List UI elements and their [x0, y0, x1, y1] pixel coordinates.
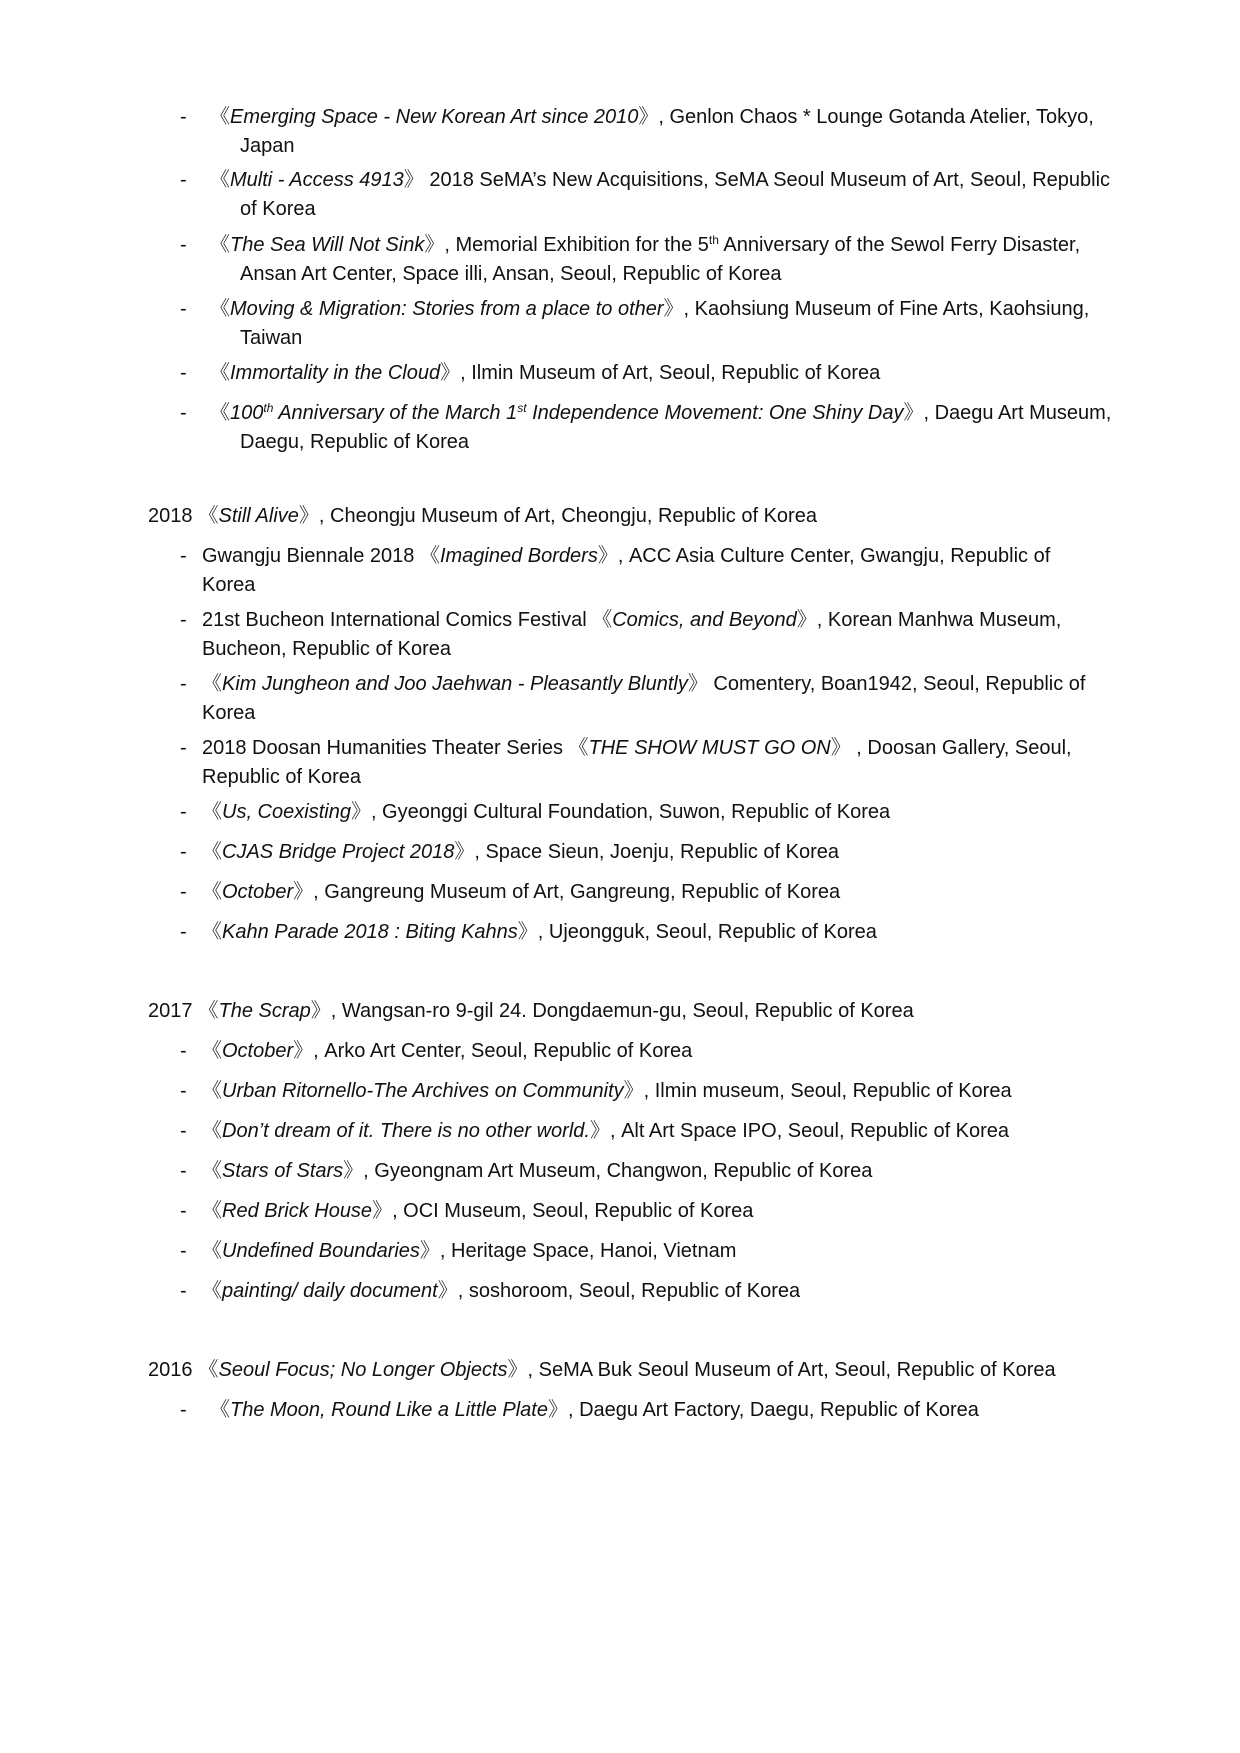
exhibition-title: Emerging Space - New Korean Art since 2010 — [230, 106, 639, 128]
open-quote: 《 — [198, 505, 219, 527]
exhibition-details: 2018 SeMA’s New Acquisitions, SeMA Seoul Museum of Art, Seoul, Republic — [423, 169, 1111, 191]
bullet-dash: - — [180, 1240, 187, 1262]
exhibition-details: , Gyeonggi Cultural Foundation, Suwon, Republic of Korea — [370, 801, 891, 823]
open-quote: 《 — [202, 1280, 222, 1302]
open-quote: 《 — [568, 737, 589, 759]
close-quote: 》 — [638, 106, 659, 128]
bullet-dash: - — [180, 881, 187, 903]
list-item — [180, 838, 1130, 867]
bullet-dash: - — [180, 841, 187, 863]
exhibition-details: , Arko Art Center, Seoul, Republic of Korea — [313, 1040, 693, 1062]
close-quote: 》 — [589, 1120, 610, 1142]
open-quote: 《 — [202, 841, 222, 863]
ordinal-suffix: th — [708, 233, 719, 247]
exhibition-title: The Scrap — [218, 1000, 311, 1022]
exhibition-title: Urban Ritornello-The Archives on Community — [222, 1080, 624, 1102]
exhibition-details: , Space Sieun, Joenju, Republic of Korea — [474, 841, 840, 863]
exhibition-details: , Heritage Space, Hanoi, Vietnam — [439, 1240, 737, 1262]
bullet-dash: - — [180, 298, 187, 320]
title-part: Independence Movement: One Shiny Day — [526, 402, 904, 424]
close-quote: 》 — [454, 841, 475, 863]
exhibition-title: Don’t dream of it. There is no other world. — [222, 1120, 590, 1142]
open-quote: 《 — [210, 106, 230, 128]
exhibition-details: , Ilmin museum, Seoul, Republic of Korea — [643, 1080, 1012, 1102]
bullet-dash: - — [180, 609, 187, 631]
bullet-dash: - — [180, 169, 187, 191]
exhibition-prefix: 21st Bucheon International Comics Festival — [202, 609, 593, 631]
open-quote: 《 — [202, 1160, 222, 1182]
close-quote: 》 — [437, 1280, 458, 1302]
close-quote: 》 — [372, 1200, 393, 1222]
exhibition-details-continued: Korea — [202, 574, 256, 596]
close-quote: 》 — [597, 545, 618, 567]
bullet-dash: - — [180, 1040, 187, 1062]
open-quote: 《 — [202, 881, 222, 903]
bullet-dash: - — [180, 801, 187, 823]
exhibition-details: , soshoroom, Seoul, Republic of Korea — [457, 1280, 801, 1302]
exhibition-title: Red Brick House — [222, 1200, 373, 1222]
close-quote: 》 — [547, 1399, 568, 1421]
exhibition-title: CJAS Bridge Project 2018 — [222, 841, 455, 863]
list-item — [180, 918, 1130, 947]
bullet-dash: - — [180, 1399, 187, 1421]
exhibition-title: Moving & Migration: Stories from a place to other — [230, 298, 664, 320]
bullet-dash: - — [180, 106, 187, 128]
bullet-dash: - — [180, 673, 187, 695]
close-quote: 》 — [424, 234, 445, 256]
list-item — [180, 231, 1160, 289]
close-quote: 》 — [903, 402, 924, 424]
exhibition-details: , SeMA Buk Seoul Museum of Art, Seoul, Republic of Korea — [527, 1359, 1056, 1381]
open-quote: 《 — [202, 921, 222, 943]
close-quote: 》 — [310, 1000, 331, 1022]
exhibition-details-continued: Taiwan — [240, 327, 303, 349]
list-item — [180, 1197, 1130, 1226]
list-item — [180, 399, 1160, 457]
exhibition-details: , ACC Asia Culture Center, Gwangju, Republic of — [617, 545, 1051, 567]
exhibition-title: October — [222, 881, 294, 903]
close-quote: 》 — [663, 298, 684, 320]
exhibition-title: Kahn Parade 2018 : Biting Kahns — [222, 921, 518, 943]
exhibition-title: Immortality in the Cloud — [230, 362, 441, 384]
open-quote: 《 — [210, 169, 230, 191]
exhibition-details-continued: Republic of Korea — [202, 766, 361, 788]
list-item — [180, 295, 1160, 353]
exhibition-details-continued: Daegu, Republic of Korea — [240, 431, 470, 453]
bullet-dash: - — [180, 1080, 187, 1102]
close-quote: 》 — [298, 505, 319, 527]
exhibition-details: , OCI Museum, Seoul, Republic of Korea — [392, 1200, 754, 1222]
bullet-dash: - — [180, 921, 187, 943]
bullet-dash: - — [180, 234, 187, 256]
bullet-dash: - — [180, 1200, 187, 1222]
exhibition-title: painting/ daily document — [222, 1280, 438, 1302]
exhibition-title: THE SHOW MUST GO ON — [588, 737, 831, 759]
open-quote: 《 — [202, 1200, 222, 1222]
close-quote: 》 — [403, 169, 424, 191]
exhibition-title — [230, 402, 903, 424]
exhibition-details: , Daegu Art Museum, — [923, 402, 1112, 424]
ordinal-suffix: th — [263, 401, 274, 415]
year-label: 2016 — [148, 1359, 193, 1381]
list-item — [180, 1117, 1130, 1146]
exhibition-details: , Gangreung Museum of Art, Gangreung, Republic of Korea — [313, 881, 841, 903]
open-quote: 《 — [210, 402, 230, 424]
list-item — [180, 542, 1130, 600]
open-quote: 《 — [202, 1040, 222, 1062]
open-quote: 《 — [202, 1240, 222, 1262]
open-quote: 《 — [210, 362, 230, 384]
list-item — [180, 1077, 1130, 1106]
ordinal-suffix: st — [517, 401, 527, 415]
exhibition-details-continued: of Korea — [240, 198, 316, 220]
exhibition-details: , Korean Manhwa Museum, — [816, 609, 1062, 631]
close-quote: 》 — [293, 881, 314, 903]
exhibition-title: Imagined Borders — [439, 545, 598, 567]
exhibition-title: The Sea Will Not Sink — [230, 234, 425, 256]
title-part: Anniversary of the March 1 — [273, 402, 518, 424]
close-quote: 》 — [293, 1040, 314, 1062]
exhibition-title: Comics, and Beyond — [612, 609, 797, 631]
open-quote: 《 — [202, 1080, 222, 1102]
bullet-dash: - — [180, 1160, 187, 1182]
exhibition-title: Stars of Stars — [222, 1160, 344, 1182]
list-item — [180, 606, 1130, 664]
list-item — [180, 1157, 1130, 1186]
exhibition-details: , Ilmin Museum of Art, Seoul, Republic of Korea — [460, 362, 881, 384]
exhibition-details-continued: Korea — [202, 702, 256, 724]
close-quote: 》 — [517, 921, 538, 943]
exhibition-title: Kim Jungheon and Joo Jaehwan - Pleasantly Bluntly — [222, 673, 688, 695]
open-quote: 《 — [210, 234, 230, 256]
list-item — [180, 670, 1130, 728]
exhibition-details-continued: Japan — [240, 135, 295, 157]
exhibition-details: , Ujeongguk, Seoul, Republic of Korea — [537, 921, 877, 943]
list-item — [180, 734, 1130, 792]
list-item — [180, 1277, 1130, 1306]
open-quote: 《 — [202, 801, 222, 823]
open-quote: 《 — [202, 673, 222, 695]
year-heading-2017 — [148, 997, 1148, 1026]
close-quote: 》 — [343, 1160, 364, 1182]
exhibition-details-continued: Bucheon, Republic of Korea — [202, 638, 452, 660]
exhibition-details: , Cheongju Museum of Art, Cheongju, Republic of Korea — [318, 505, 817, 527]
list-item — [180, 1037, 1130, 1066]
exhibition-title: Still Alive — [218, 505, 299, 527]
exhibition-details: , Wangsan-ro 9-gil 24. Dongdaemun-gu, Seoul, Republic of Korea — [330, 1000, 914, 1022]
exhibition-title: Seoul Focus; No Longer Objects — [218, 1359, 508, 1381]
title-part: 100 — [230, 402, 264, 424]
exhibition-prefix: 2018 Doosan Humanities Theater Series — [202, 737, 569, 759]
close-quote: 》 — [507, 1359, 528, 1381]
close-quote: 》 — [440, 362, 461, 384]
list-item — [180, 1237, 1130, 1266]
exhibition-details-continued: Ansan Art Center, Space illi, Ansan, Seoul, Republic of Korea — [240, 263, 782, 285]
open-quote: 《 — [202, 1120, 222, 1142]
open-quote: 《 — [210, 1399, 230, 1421]
bullet-dash: - — [180, 1120, 187, 1142]
list-item — [180, 359, 1160, 388]
close-quote: 》 — [687, 673, 708, 695]
year-heading-2016 — [148, 1356, 1148, 1385]
exhibition-title: Multi - Access 4913 — [230, 169, 404, 191]
open-quote: 《 — [198, 1000, 219, 1022]
year-label: 2017 — [148, 1000, 193, 1022]
close-quote: 》 — [350, 801, 371, 823]
list-item — [180, 798, 1130, 827]
year-label: 2018 — [148, 505, 193, 527]
bullet-dash: - — [180, 545, 187, 567]
bullet-dash: - — [180, 1280, 187, 1302]
open-quote: 《 — [419, 545, 440, 567]
exhibition-details-more: Anniversary of the Sewol Ferry Disaster, — [718, 234, 1081, 256]
open-quote: 《 — [592, 609, 613, 631]
close-quote: 》 — [623, 1080, 644, 1102]
bullet-dash: - — [180, 737, 187, 759]
list-item — [180, 1396, 1160, 1425]
exhibition-title: October — [222, 1040, 294, 1062]
open-quote: 《 — [198, 1359, 219, 1381]
exhibition-details: , Genlon Chaos * Lounge Gotanda Atelier, Tokyo, — [658, 106, 1094, 128]
exhibition-details: Comentery, Boan1942, Seoul, Republic of — [707, 673, 1086, 695]
exhibition-details: , Daegu Art Factory, Daegu, Republic of Korea — [567, 1399, 979, 1421]
exhibition-details: , Kaohsiung Museum of Fine Arts, Kaohsiung, — [683, 298, 1090, 320]
exhibition-title: The Moon, Round Like a Little Plate — [230, 1399, 548, 1421]
exhibition-prefix: Gwangju Biennale 2018 — [202, 545, 420, 567]
bullet-dash: - — [180, 402, 187, 424]
list-item — [180, 166, 1160, 224]
year-heading-2018 — [148, 502, 1148, 531]
exhibition-title: Undefined Boundaries — [222, 1240, 420, 1262]
bullet-dash: - — [180, 362, 187, 384]
list-item — [180, 103, 1160, 161]
exhibition-details: , Alt Art Space IPO, Seoul, Republic of Korea — [609, 1120, 1010, 1142]
close-quote: 》 — [796, 609, 817, 631]
exhibition-details: , Gyeongnam Art Museum, Changwon, Republic of Korea — [363, 1160, 873, 1182]
list-item — [180, 878, 1130, 907]
exhibition-details: , Doosan Gallery, Seoul, — [850, 737, 1072, 759]
exhibition-details: , Memorial Exhibition for the 5 — [444, 234, 709, 256]
close-quote: 》 — [830, 737, 851, 759]
exhibition-title: Us, Coexisting — [222, 801, 351, 823]
open-quote: 《 — [210, 298, 230, 320]
close-quote: 》 — [419, 1240, 440, 1262]
